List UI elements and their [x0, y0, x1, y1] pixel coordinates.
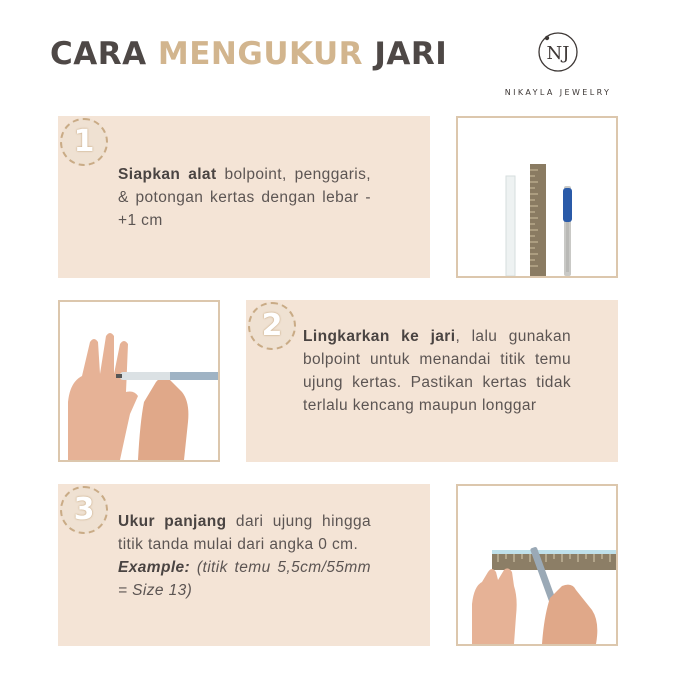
step-3-number: 3 [73, 492, 95, 527]
step-3-body: dari ujung hingga titik tanda mulai dari angka 0 cm. [118, 513, 372, 553]
title-part-2: MENGUKUR [157, 36, 364, 72]
step-1-photo [456, 116, 618, 278]
step-3-badge [60, 486, 108, 534]
title-part-1: CARA [50, 36, 147, 72]
step-3-example-label: Example: [118, 559, 191, 576]
step-2-badge [248, 302, 296, 350]
title-part-3: JARI [374, 36, 448, 72]
ruler-measure-photo-icon [458, 486, 616, 644]
step-1-text [118, 163, 371, 232]
brand-name: NIKAYLA JEWELRY [504, 88, 612, 97]
page-title [50, 36, 447, 72]
svg-text:NJ: NJ [546, 43, 570, 64]
step-2-photo [58, 300, 220, 462]
brand-logo [492, 30, 624, 102]
step-2-number: 2 [261, 308, 283, 343]
step-1-body: bolpoint, penggaris, & potongan kertas dengan lebar -+1 cm [118, 166, 372, 229]
step-2-bold: Lingkarkan ke jari [303, 328, 456, 345]
step-3-text [118, 510, 371, 602]
step-1-number: 1 [73, 124, 95, 159]
hands-wrap-photo-icon [60, 302, 218, 460]
tools-photo-icon [458, 118, 616, 276]
step-3-example-text: (titik temu 5,5cm/55mm = Size 13) [118, 559, 371, 599]
step-2-text [303, 325, 571, 417]
step-3-bold: Ukur panjang [118, 513, 227, 530]
step-1-badge [60, 118, 108, 166]
monogram-icon [536, 30, 580, 74]
step-1-bold: Siapkan alat [118, 166, 217, 183]
step-3-photo [456, 484, 618, 646]
step-2-body: , lalu gunakan bolpoint untuk menandai titik temu ujung kertas. Pastikan kertas tidak terlalu kencang maupun longgar [303, 328, 572, 414]
